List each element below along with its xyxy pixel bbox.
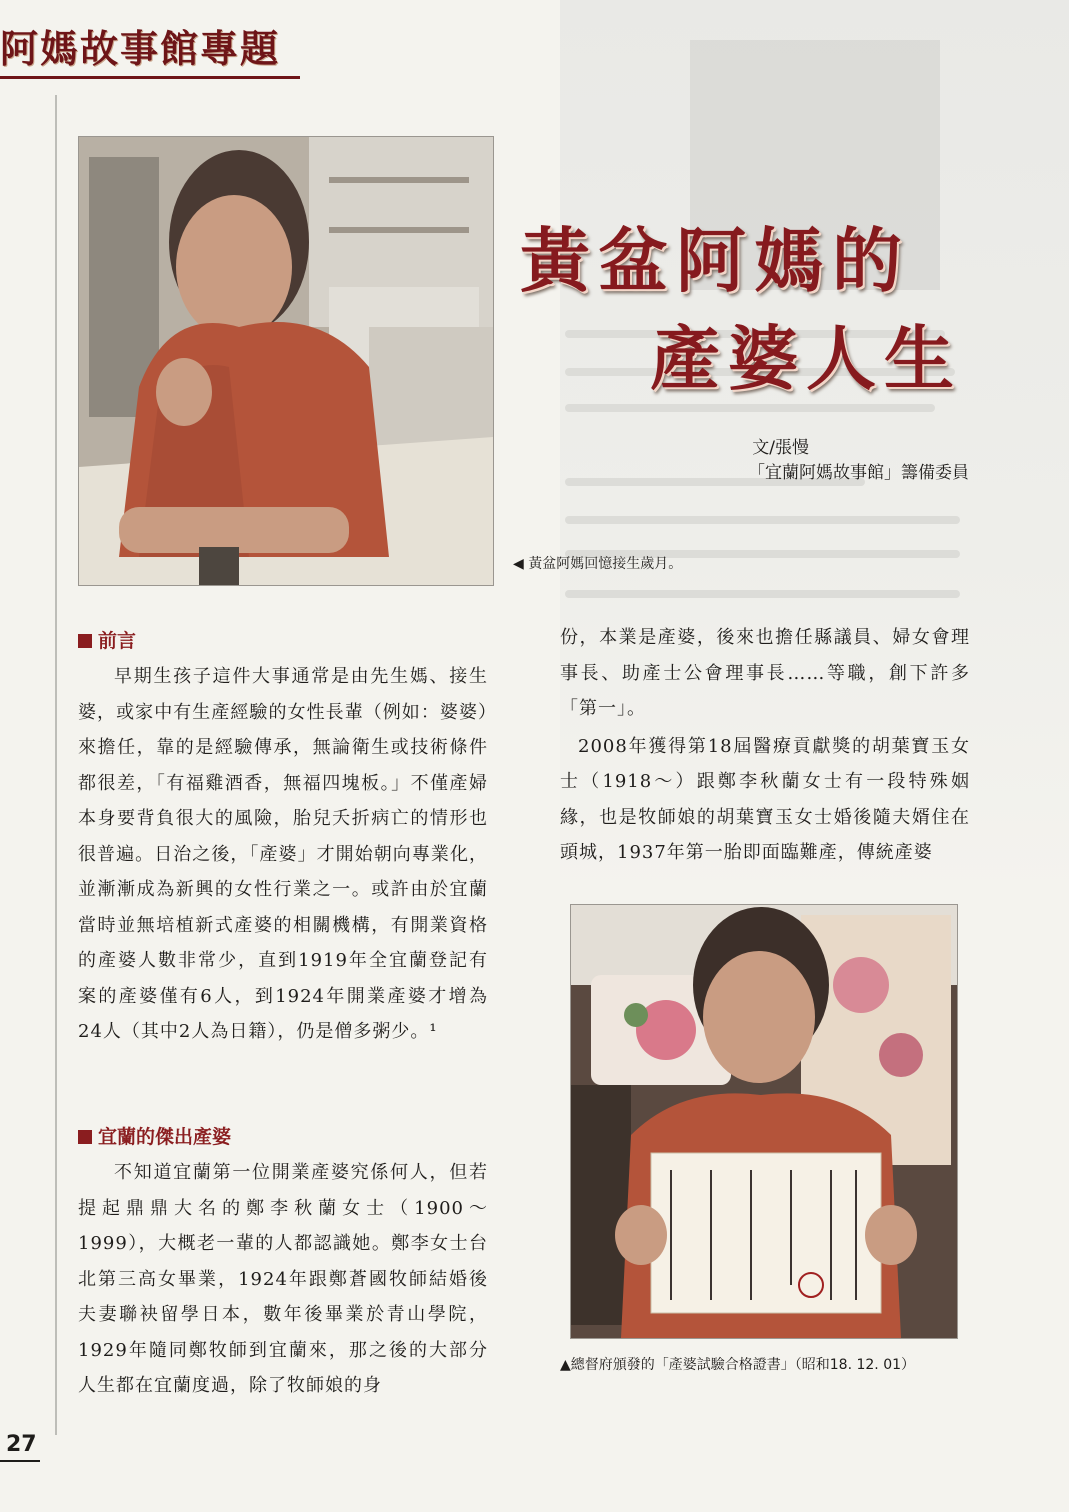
margin-rule xyxy=(55,95,57,1435)
ghost-line xyxy=(565,590,960,598)
headline-line-2: 產婆人生 xyxy=(650,317,962,400)
series-title: 阿媽故事館專題 xyxy=(0,26,281,71)
section-heading-notable-text: 宜蘭的傑出產婆 xyxy=(98,1126,232,1148)
certificate-photo-illustration xyxy=(571,905,957,1338)
right-paragraph-1: 份，本業是產婆，後來也擔任縣議員、婦女會理事長、助產士公會理事長……等職，創下許多「第一」。 xyxy=(560,627,970,719)
intro-paragraph: 早期生孩子這件大事通常是由先生媽、接生婆，或家中有生產經驗的女性長輩（例如：婆婆）來擔任，靠的是經驗傳承，無論衛生或技術條件都很差，「有福雞酒香，無福四塊板。」不僅產婦本身要背負很大的風險，胎兒夭折病亡的情形也很普遍。日治之後，「產婆」才開始朝向專業化，並漸漸成為新興的女性行業之一。或許由於宜蘭當時並無培植新式產婆的相關機構，有開業資格的產婆人數非常少，直到1919年全宜蘭登記有案的產婆僅有6人，到1924年開業產婆才增為24人（其中2人為日籍），仍是僧多粥少。¹ xyxy=(78,666,488,1042)
section-heading-intro xyxy=(78,626,136,653)
title-rule xyxy=(0,76,300,79)
certificate-photo xyxy=(570,904,958,1339)
page-number: 27 xyxy=(6,1432,37,1457)
byline-author: 文/張慢 xyxy=(752,438,809,458)
byline-role: 「宜蘭阿媽故事館」籌備委員 xyxy=(748,463,969,483)
main-photo-caption: ◀ 黃盆阿媽回憶接生歲月。 xyxy=(513,556,683,572)
main-photo-illustration xyxy=(79,137,493,585)
main-photo xyxy=(78,136,494,586)
section-heading-intro-text: 前言 xyxy=(98,630,137,652)
page-number-rule xyxy=(0,1460,40,1462)
intro-column xyxy=(78,659,488,1050)
article-headline xyxy=(520,212,970,408)
right-column xyxy=(560,620,970,871)
byline xyxy=(748,436,969,486)
section-heading-notable xyxy=(78,1122,231,1149)
headline-line-1: 黃盆阿媽的 xyxy=(520,219,910,302)
ghost-line xyxy=(565,516,960,524)
right-paragraph-2: 2008年獲得第18屆醫療貢獻獎的胡葉寶玉女士（1918～）跟鄭李秋蘭女士有一段特殊姻緣，也是牧師娘的胡葉寶玉女士婚後隨夫婿住在頭城，1937年第一胎即面臨難產，傳統產婆 xyxy=(560,735,970,863)
section-bullet-icon xyxy=(78,1130,92,1144)
section-bullet-icon xyxy=(78,634,92,648)
certificate-photo-caption: ▲總督府頒發的「產婆試驗合格證書」（昭和18. 12. 01） xyxy=(560,1357,916,1373)
notable-paragraph: 不知道宜蘭第一位開業產婆究係何人，但若提起鼎鼎大名的鄭李秋蘭女士（1900～1999），大概老一輩的人都認識她。鄭李女士台北第三高女畢業，1924年跟鄭蒼國牧師結婚後夫妻聯袂留學日本，數年後畢業於青山學院，1929年隨同鄭牧師到宜蘭來，那之後的大部分人生都在宜蘭度過，除了牧師娘的身 xyxy=(78,1162,488,1396)
notable-column xyxy=(78,1155,488,1404)
